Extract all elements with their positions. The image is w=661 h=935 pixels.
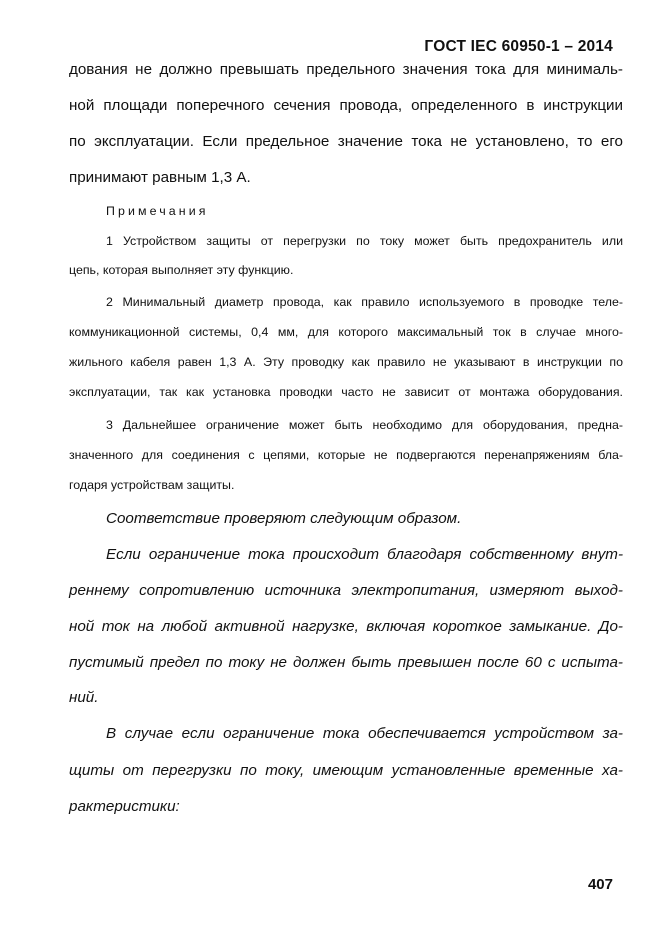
note-line: коммуникационной системы, 0,4 мм, для которого максимальный ток в случае много- [69,325,623,339]
italic-line: ной ток на любой активной нагрузке, включая короткое замыкание. До- [69,618,623,635]
italic-line: пустимый предел по току не должен быть превышен после 60 с испыта- [69,654,623,671]
notes-heading: Примечания [106,204,209,218]
paragraph-line: ной площади поперечного сечения провода, определенного в инструкции [69,97,623,114]
note-line: эксплуатации, так как установка проводки часто не зависит от монтажа оборудования. [69,385,623,399]
page-number: 407 [587,876,613,893]
note-line: 3 Дальнейшее ограничение может быть необходимо для оборудования, предна- [106,418,623,432]
italic-line: ний. [69,689,99,706]
italic-line: реннему сопротивлению источника электропитания, измеряют выход- [69,582,623,599]
note-line: значенного для соединения с цепями, которые не подвергаются перенапряжениям бла- [69,448,623,462]
italic-line: В случае если ограничение тока обеспечивается устройством за- [106,725,623,742]
italic-line: Если ограничение тока происходит благодаря собственному внут- [106,546,623,563]
compliance-statement: Соответствие проверяют следующим образом. [106,510,462,527]
note-line: 1 Устройством защиты от перегрузки по току может быть предохранитель или [106,234,623,248]
paragraph-line: дования не должно превышать предельного значения тока для минималь- [69,61,623,78]
document-header: ГОСТ IEC 60950-1 – 2014 [424,38,613,55]
italic-line: щиты от перегрузки по току, имеющим установленные временные ха- [69,762,623,779]
italic-line: рактеристики: [69,798,180,815]
note-line: годаря устройствам защиты. [69,478,235,492]
note-line: 2 Минимальный диаметр провода, как правило используемого в проводке теле- [106,295,623,309]
paragraph-line: по эксплуатации. Если предельное значение тока не установлено, то его [69,133,623,150]
paragraph-line: принимают равным 1,3 А. [69,169,251,186]
note-line: жильного кабеля равен 1,3 А. Эту проводку как правило не указывают в инструкции по [69,355,623,369]
note-line: цепь, которая выполняет эту функцию. [69,263,294,277]
